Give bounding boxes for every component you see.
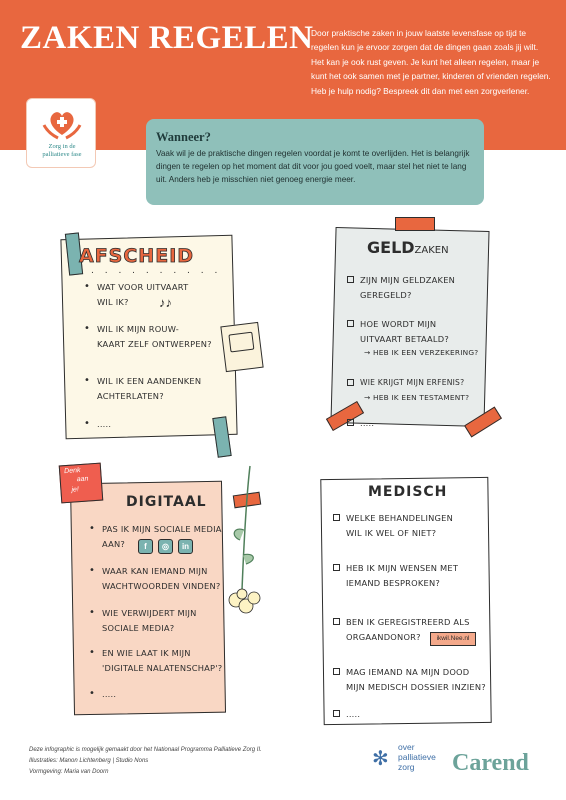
hands-heart-icon: [42, 105, 82, 141]
card-digitaal: [63, 467, 224, 714]
question: • EN WIE LAAT IK MIJN 'DIGITALE NALATENSCHAP'?: [89, 647, 223, 673]
bullet: •: [84, 375, 91, 386]
checkbox: [333, 564, 340, 571]
footer-credits: [29, 745, 309, 778]
when-title: Wanneer?: [156, 130, 211, 144]
checkbox: [333, 710, 340, 717]
question: • WAAR KAN IEMAND MIJN WACHTWOORDEN VINDEN?: [89, 565, 221, 591]
checkbox: [333, 514, 340, 521]
dots: . . . . . . . . . .: [91, 266, 222, 276]
question: HEB IK MIJN WENSEN MET IEMAND BESPROKEN?: [346, 561, 486, 590]
page-title: ZAKEN REGELEN: [20, 20, 314, 56]
bullet: •: [89, 565, 96, 576]
question: BEN IK GEREGISTREERD ALS ORGAANDONOR?: [346, 615, 486, 644]
question: • WIL IK MIJN ROUW- KAART ZELF ONTWERPEN?: [84, 323, 212, 349]
question: • WIE VERWIJDERT MIJN SOCIALE MEDIA?: [89, 607, 197, 633]
card-geldzaken: [333, 229, 487, 428]
logo-line-1: Zorg in de: [48, 143, 76, 150]
music-notes-icon: ♪♪: [159, 295, 172, 310]
question: WELKE BEHANDELINGEN WIL IK WEL OF NIET?: [346, 511, 486, 540]
carend-logo: Carend: [452, 750, 529, 776]
linkedin-icon: in: [178, 539, 193, 554]
card-title: MEDISCH: [368, 484, 448, 500]
bullet: •: [84, 281, 91, 292]
memorial-card-illustration: [220, 322, 263, 372]
card-title: GELDZAKEN: [367, 238, 449, 257]
checkbox: [347, 276, 354, 283]
card-afscheid: [63, 237, 235, 437]
credit-line: Deze infographic is mogelijk gemaakt door het Nationaal Programma Palliatieve Zorg II.: [29, 747, 262, 753]
bullet: •: [89, 647, 96, 658]
question: ZIJN MIJN GELDZAKEN GEREGELD?: [360, 273, 482, 302]
question: • .....: [97, 417, 111, 432]
question: WIE KRIJGT MIJN ERFENIS? → HEB IK EEN TESTAMENT?: [360, 376, 486, 405]
card-paper: [70, 481, 226, 716]
checkbox: [347, 419, 354, 426]
checkbox: [333, 668, 340, 675]
question: • .....: [102, 687, 116, 702]
donor-register-badge: ikwil.Nee.nl: [430, 632, 476, 646]
card-title: AFSCHEID: [79, 245, 195, 267]
bullet: •: [89, 607, 96, 618]
bullet: •: [89, 688, 96, 699]
question: • PAS IK MIJN SOCIALE MEDIA AAN?: [89, 523, 222, 549]
checkbox: [333, 618, 340, 625]
question: • WIL IK EEN AANDENKEN ACHTERLATEN?: [84, 375, 202, 401]
logo-line-2: palliatieve fase: [42, 151, 82, 158]
bullet: •: [84, 323, 91, 334]
question: .....: [346, 707, 360, 722]
sticky-note: Denk aan je!: [59, 463, 104, 504]
credit-line: Illustraties: Manon Lichtenberg | Studio Nons: [29, 758, 149, 764]
tape: [395, 217, 435, 231]
checkbox: [347, 379, 354, 386]
bullet: •: [89, 523, 96, 534]
when-body: Vaak wil je de praktische dingen regelen voordat je komt te overlijden. Het is belangrijk dingen te regelen op het moment dat dit voor jou goed voelt, maar stel het niet te lang uit. Anders heb je misschien niet genoeg energie meer.: [156, 149, 470, 184]
question: .....: [360, 416, 374, 431]
facebook-icon: f: [138, 539, 153, 554]
question: • WAT VOOR UITVAART WIL IK?: [84, 281, 189, 307]
card-title: DIGITAAL: [126, 494, 207, 510]
care-phase-logo: [26, 98, 96, 168]
hanging-flower-illustration: [222, 460, 272, 620]
checkbox: [347, 320, 354, 327]
card-medisch: [322, 478, 490, 724]
question: HOE WORDT MIJN UITVAART BETAALD? → HEB IK EEN VERZEKERING?: [360, 317, 486, 361]
question: MAG IEMAND NA MIJN DOOD MIJN MEDISCH DOSSIER INZIEN?: [346, 665, 486, 694]
bullet: •: [84, 418, 91, 429]
over-palliatieve-zorg-logo: over palliatieve zorg: [398, 742, 436, 772]
when-box: [146, 119, 484, 205]
instagram-icon: ◎: [158, 539, 173, 554]
intro-text: Door praktische zaken in jouw laatste levensfase op tijd te regelen kun je ervoor zorgen dat de dingen gaan zoals jij wilt. Het kan je ook rust geven. Je kunt het alleen regelen, maar je kunt het ook samen met je partner, kinderen of vrienden regelen. Heb je hulp nodig? Bespreek dit dan met een zorgverlener.: [311, 28, 551, 96]
snowflake-logo-icon: ✻: [372, 748, 389, 770]
credit-line: Vormgeving: Maria van Doorn: [29, 769, 109, 775]
